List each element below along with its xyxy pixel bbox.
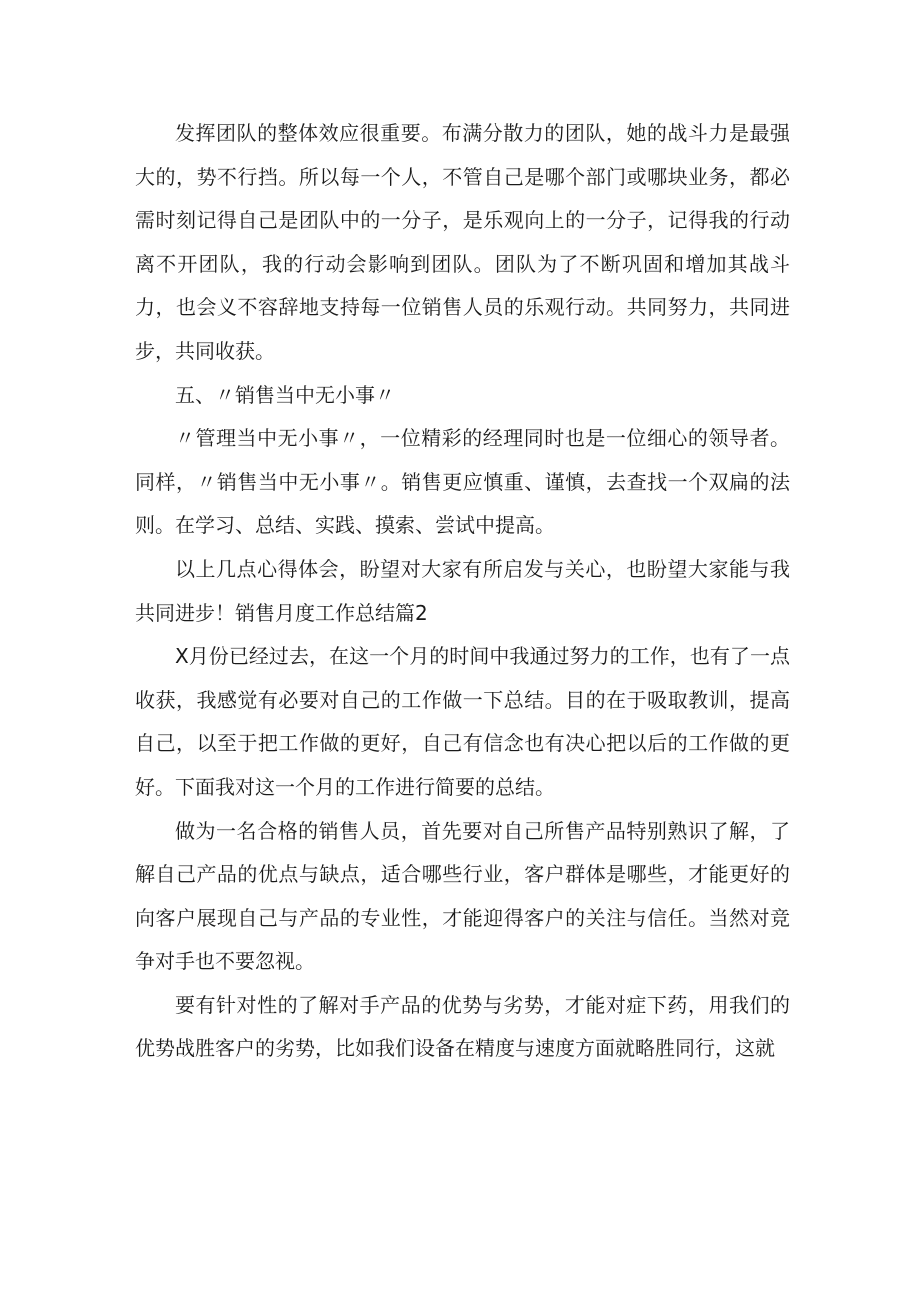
paragraph-know-competitor: 要有针对性的了解对手产品的优势与劣势，才能对症下药，用我们的优势战胜客户的劣势，比如我们设备在精度与速度方面就略胜同行，这就 <box>135 992 790 1061</box>
paragraph-know-product: 做为一名合格的销售人员，首先要对自己所售产品特别熟识了解，了解自己产品的优点与缺点，适合哪些行业，客户群体是哪些，才能更好的向客户展现自己与产品的专业性，才能迎得客户的关注与信任。当然对竞争对手也不要忽视。 <box>135 818 790 974</box>
paragraph-conclusion: 以上几点心得体会，盼望对大家有所启发与关心，也盼望大家能与我共同进步！销售月度工作总结篇2 <box>135 556 790 625</box>
paragraph-no-small-matters: 〃管理当中无小事〃，一位精彩的经理同时也是一位细心的领导者。同样，〃销售当中无小事〃。销售更应慎重、谨慎，去查找一个双扁的法则。在学习、总结、实践、摸索、尝试中提高。 <box>135 426 790 538</box>
paragraph-team-effect: 发挥团队的整体效应很重要。布满分散力的团队，她的战斗力是最强大的，势不行挡。所以每一个人，不管自己是哪个部门或哪块业务，都必需时刻记得自己是团队中的一分子，是乐观向上的一分子，记得我的行动离不开团队，我的行动会影响到团队。团队为了不断巩固和增加其战斗力，也会义不容辞地支持每一位销售人员的乐观行动。共同努力，共同进步，共同收获。 <box>135 121 790 363</box>
document-body <box>135 112 790 1071</box>
paragraph-monthly-summary-intro: X月份已经过去，在这一个月的时间中我通过努力的工作，也有了一点收获，我感觉有必要对自己的工作做一下总结。目的在于吸取教训，提高自己，以至于把工作做的更好，自己有信念也有决心把以后的工作做的更好。下面我对这一个月的工作进行简要的总结。 <box>135 644 790 799</box>
section-heading-five: 五、〃销售当中无小事〃 <box>175 382 395 407</box>
